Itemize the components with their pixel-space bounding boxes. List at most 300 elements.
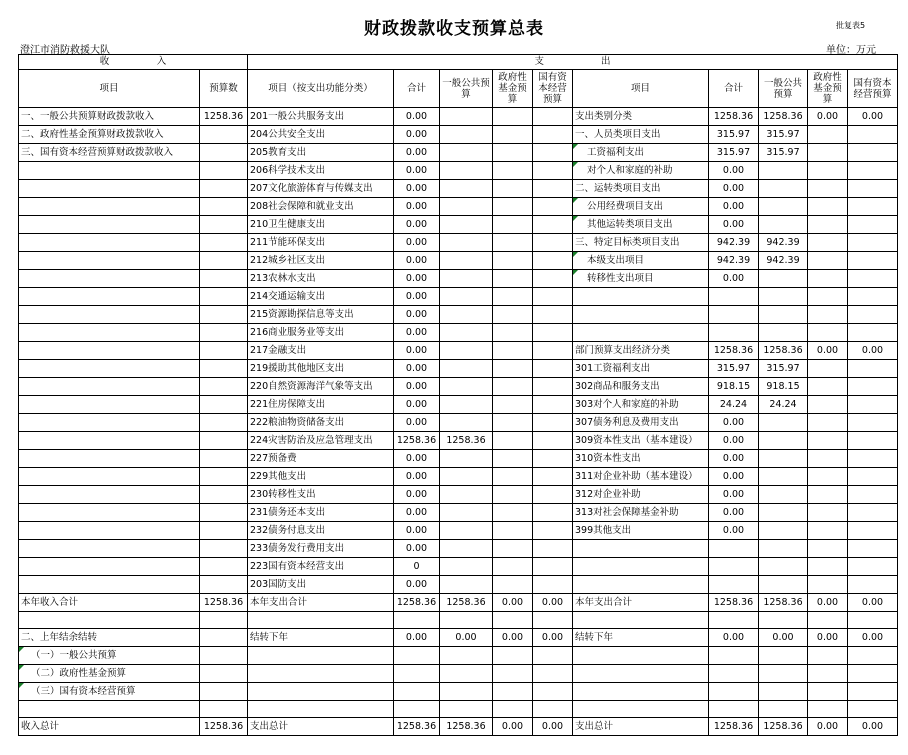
table-cell: [808, 558, 848, 576]
table-cell: [759, 683, 808, 701]
table-cell: [440, 378, 493, 396]
table-cell: [848, 486, 898, 504]
table-cell: 310资本性支出: [573, 450, 709, 468]
table-cell: [440, 414, 493, 432]
table-cell: [200, 396, 248, 414]
table-cell: [19, 162, 200, 180]
table-row: [19, 629, 898, 647]
table-row: [19, 234, 898, 252]
table-cell: [848, 288, 898, 306]
table-cell: [248, 647, 394, 665]
table-cell: [808, 414, 848, 432]
table-cell: [848, 612, 898, 629]
table-cell: 结转下年: [573, 629, 709, 647]
table-cell: [19, 342, 200, 360]
table-cell: [808, 701, 848, 718]
table-cell: [759, 270, 808, 288]
table-cell: [808, 288, 848, 306]
table-cell: 1258.36: [709, 108, 759, 126]
budget-table: [18, 54, 898, 736]
table-cell: [573, 576, 709, 594]
table-cell: 0.00: [709, 468, 759, 486]
table-cell: 315.97: [759, 360, 808, 378]
table-row: [19, 342, 898, 360]
table-cell: 1258.36: [440, 432, 493, 450]
table-cell: [808, 324, 848, 342]
table-cell: 221住房保障支出: [248, 396, 394, 414]
table-row: [19, 576, 898, 594]
table-cell: 0.00: [709, 270, 759, 288]
table-cell: [808, 126, 848, 144]
table-cell: 0.00: [808, 594, 848, 612]
expense-section-header: 支 出: [248, 55, 898, 70]
table-cell: 0.00: [709, 450, 759, 468]
table-cell: [808, 270, 848, 288]
table-cell: [200, 180, 248, 198]
table-cell: [533, 360, 573, 378]
table-cell: （一）一般公共预算: [19, 647, 200, 665]
table-cell: 0.00: [848, 718, 898, 736]
table-cell: 公用经费项目支出: [573, 198, 709, 216]
table-cell: 216商业服务业等支出: [248, 324, 394, 342]
table-cell: 工资福利支出: [573, 144, 709, 162]
table-cell: 942.39: [709, 252, 759, 270]
table-cell: [533, 306, 573, 324]
table-cell: 231债务还本支出: [248, 504, 394, 522]
table-cell: 0.00: [394, 198, 440, 216]
table-cell: 1258.36: [440, 594, 493, 612]
table-cell: 本年支出合计: [248, 594, 394, 612]
table-cell: [200, 144, 248, 162]
table-cell: [533, 647, 573, 665]
table-cell: [533, 396, 573, 414]
table-cell: [19, 701, 200, 718]
table-cell: [759, 468, 808, 486]
table-cell: 1258.36: [759, 108, 808, 126]
table-cell: [808, 468, 848, 486]
table-cell: 1258.36: [200, 718, 248, 736]
table-cell: 三、特定目标类项目支出: [573, 234, 709, 252]
table-cell: [440, 108, 493, 126]
table-row: [19, 252, 898, 270]
table-cell: 0.00: [709, 629, 759, 647]
table-cell: [533, 216, 573, 234]
table-cell: [533, 683, 573, 701]
table-cell: 1258.36: [394, 718, 440, 736]
table-cell: 303对个人和家庭的补助: [573, 396, 709, 414]
table-cell: [759, 288, 808, 306]
table-cell: 一、一般公共预算财政拨款收入: [19, 108, 200, 126]
section-header-row: [19, 55, 898, 70]
table-cell: [848, 324, 898, 342]
table-cell: [200, 306, 248, 324]
table-cell: [808, 683, 848, 701]
unit-label: 单位：万元: [826, 45, 876, 56]
table-cell: 0.00: [394, 180, 440, 198]
table-cell: [848, 252, 898, 270]
table-cell: [19, 576, 200, 594]
table-cell: [533, 665, 573, 683]
table-cell: [759, 558, 808, 576]
table-cell: 0.00: [394, 576, 440, 594]
table-cell: 0.00: [709, 198, 759, 216]
table-cell: 本级支出项目: [573, 252, 709, 270]
table-cell: 0.00: [394, 270, 440, 288]
table-cell: [808, 612, 848, 629]
table-cell: [200, 342, 248, 360]
table-cell: 315.97: [759, 144, 808, 162]
table-cell: 0.00: [394, 540, 440, 558]
table-cell: 0.00: [709, 216, 759, 234]
table-cell: [440, 324, 493, 342]
table-cell: 0.00: [848, 342, 898, 360]
table-row: [19, 701, 898, 718]
table-cell: [848, 414, 898, 432]
table-cell: [573, 540, 709, 558]
table-cell: 233债务发行费用支出: [248, 540, 394, 558]
table-cell: 215资源勘探信息等支出: [248, 306, 394, 324]
table-cell: 210卫生健康支出: [248, 216, 394, 234]
table-cell: [440, 180, 493, 198]
table-cell: [200, 234, 248, 252]
table-cell: [533, 126, 573, 144]
table-cell: 206科学技术支出: [248, 162, 394, 180]
table-cell: 1258.36: [759, 342, 808, 360]
table-cell: [19, 180, 200, 198]
column-header-row: [19, 70, 898, 108]
table-cell: [808, 162, 848, 180]
table-cell: [533, 378, 573, 396]
table-cell: [573, 306, 709, 324]
table-cell: [19, 414, 200, 432]
table-row: [19, 558, 898, 576]
table-cell: [440, 270, 493, 288]
table-cell: [759, 540, 808, 558]
table-cell: [200, 450, 248, 468]
table-cell: 204公共安全支出: [248, 126, 394, 144]
table-cell: [493, 558, 533, 576]
table-row: [19, 647, 898, 665]
table-row: [19, 504, 898, 522]
table-cell: [200, 683, 248, 701]
table-cell: [248, 665, 394, 683]
table-cell: [808, 378, 848, 396]
table-cell: [440, 558, 493, 576]
table-cell: 0.00: [808, 629, 848, 647]
table-cell: [493, 144, 533, 162]
table-cell: [200, 540, 248, 558]
table-row: [19, 216, 898, 234]
table-cell: 0.00: [848, 629, 898, 647]
table-cell: [19, 324, 200, 342]
table-cell: [808, 486, 848, 504]
table-cell: [394, 612, 440, 629]
table-cell: 0.00: [394, 629, 440, 647]
table-cell: [533, 486, 573, 504]
table-cell: [440, 522, 493, 540]
table-cell: [848, 306, 898, 324]
table-cell: [759, 324, 808, 342]
table-cell: [200, 324, 248, 342]
table-cell: [19, 198, 200, 216]
table-row: [19, 360, 898, 378]
table-cell: 对个人和家庭的补助: [573, 162, 709, 180]
table-cell: [200, 198, 248, 216]
table-cell: 217金融支出: [248, 342, 394, 360]
table-cell: 0.00: [493, 594, 533, 612]
table-cell: [533, 432, 573, 450]
table-cell: [533, 576, 573, 594]
table-cell: [848, 665, 898, 683]
table-cell: [573, 558, 709, 576]
table-row: [19, 718, 898, 736]
column-header: 项目: [19, 70, 200, 108]
table-cell: [19, 540, 200, 558]
table-cell: [759, 504, 808, 522]
table-cell: 223国有资本经营支出: [248, 558, 394, 576]
table-cell: [759, 432, 808, 450]
table-cell: 211节能环保支出: [248, 234, 394, 252]
table-cell: [493, 414, 533, 432]
table-cell: [808, 252, 848, 270]
table-cell: [848, 522, 898, 540]
table-cell: [200, 270, 248, 288]
table-cell: [533, 162, 573, 180]
table-cell: 0.00: [394, 468, 440, 486]
table-row: [19, 683, 898, 701]
table-cell: 212城乡社区支出: [248, 252, 394, 270]
table-cell: [19, 612, 200, 629]
table-cell: 302商品和服务支出: [573, 378, 709, 396]
table-cell: [848, 234, 898, 252]
table-cell: [200, 414, 248, 432]
table-cell: 24.24: [759, 396, 808, 414]
table-cell: [709, 306, 759, 324]
table-cell: 0.00: [394, 234, 440, 252]
table-cell: 0.00: [709, 432, 759, 450]
table-cell: 309资本性支出（基本建设）: [573, 432, 709, 450]
table-cell: 0.00: [808, 342, 848, 360]
table-cell: [709, 576, 759, 594]
table-cell: 205教育支出: [248, 144, 394, 162]
table-cell: [493, 342, 533, 360]
table-cell: 1258.36: [200, 594, 248, 612]
table-cell: [440, 701, 493, 718]
table-cell: [200, 360, 248, 378]
table-cell: 0.00: [709, 486, 759, 504]
table-cell: 0.00: [440, 629, 493, 647]
table-cell: 1258.36: [759, 718, 808, 736]
table-cell: [709, 540, 759, 558]
table-cell: [533, 288, 573, 306]
table-row: [19, 522, 898, 540]
table-row: [19, 108, 898, 126]
table-cell: [200, 504, 248, 522]
table-cell: [573, 701, 709, 718]
table-cell: [533, 324, 573, 342]
table-cell: [573, 288, 709, 306]
table-cell: [759, 216, 808, 234]
column-header: 项目（按支出功能分类）: [248, 70, 394, 108]
organization-name: 澄江市消防救援大队: [20, 45, 110, 56]
table-cell: （三）国有资本经营预算: [19, 683, 200, 701]
table-cell: [493, 216, 533, 234]
table-cell: [759, 647, 808, 665]
table-cell: [848, 360, 898, 378]
table-row: [19, 486, 898, 504]
table-cell: [440, 396, 493, 414]
table-row: [19, 306, 898, 324]
table-cell: 0.00: [394, 396, 440, 414]
table-cell: [493, 701, 533, 718]
table-cell: [200, 629, 248, 647]
table-cell: [848, 701, 898, 718]
table-cell: 0.00: [759, 629, 808, 647]
table-cell: 0.00: [493, 629, 533, 647]
table-cell: 支出类别分类: [573, 108, 709, 126]
table-cell: [394, 665, 440, 683]
table-cell: 201一般公共服务支出: [248, 108, 394, 126]
table-cell: [200, 162, 248, 180]
table-cell: [493, 252, 533, 270]
table-cell: [200, 252, 248, 270]
table-cell: [759, 306, 808, 324]
table-row: [19, 396, 898, 414]
table-cell: [709, 665, 759, 683]
table-cell: [533, 504, 573, 522]
table-cell: [493, 576, 533, 594]
table-cell: 313对社会保障基金补助: [573, 504, 709, 522]
table-cell: [848, 378, 898, 396]
table-cell: [440, 342, 493, 360]
table-row: [19, 126, 898, 144]
table-cell: [440, 216, 493, 234]
table-cell: [533, 701, 573, 718]
table-cell: 0.00: [394, 306, 440, 324]
table-cell: [440, 252, 493, 270]
table-cell: [709, 647, 759, 665]
table-cell: 207文化旅游体育与传媒支出: [248, 180, 394, 198]
table-cell: 0.00: [533, 594, 573, 612]
table-cell: [759, 576, 808, 594]
table-cell: 0.00: [848, 594, 898, 612]
table-cell: [848, 162, 898, 180]
table-cell: [533, 252, 573, 270]
table-cell: [759, 665, 808, 683]
table-cell: [493, 306, 533, 324]
table-cell: [808, 540, 848, 558]
table-cell: [808, 360, 848, 378]
table-cell: [493, 108, 533, 126]
table-cell: [493, 378, 533, 396]
table-cell: [533, 144, 573, 162]
table-cell: [759, 701, 808, 718]
table-cell: [493, 270, 533, 288]
table-cell: 支出总计: [248, 718, 394, 736]
table-row: [19, 612, 898, 629]
table-cell: [19, 306, 200, 324]
table-cell: 311对企业补助（基本建设）: [573, 468, 709, 486]
table-cell: 1258.36: [440, 718, 493, 736]
table-cell: [709, 324, 759, 342]
table-cell: [19, 432, 200, 450]
table-cell: [848, 198, 898, 216]
table-cell: 二、上年结余结转: [19, 629, 200, 647]
table-cell: [200, 665, 248, 683]
column-header: 国有资本经营预算: [848, 70, 898, 108]
page-title: 财政拨款收支预算总表: [364, 19, 544, 39]
table-cell: [808, 234, 848, 252]
table-cell: 本年支出合计: [573, 594, 709, 612]
table-cell: [493, 504, 533, 522]
table-cell: 0.00: [394, 378, 440, 396]
table-cell: [200, 647, 248, 665]
table-cell: 0.00: [394, 216, 440, 234]
table-cell: 1258.36: [759, 594, 808, 612]
table-cell: [808, 450, 848, 468]
table-cell: [493, 468, 533, 486]
table-cell: [440, 162, 493, 180]
table-cell: [808, 306, 848, 324]
table-cell: [493, 324, 533, 342]
table-cell: [848, 576, 898, 594]
table-cell: [440, 198, 493, 216]
table-cell: [848, 504, 898, 522]
table-cell: [848, 180, 898, 198]
table-cell: [573, 612, 709, 629]
table-cell: [709, 558, 759, 576]
column-header: 合计: [709, 70, 759, 108]
table-cell: [533, 198, 573, 216]
table-cell: 1258.36: [200, 108, 248, 126]
table-cell: 1258.36: [394, 594, 440, 612]
table-cell: 213农林水支出: [248, 270, 394, 288]
table-cell: 203国防支出: [248, 576, 394, 594]
table-cell: 0.00: [394, 252, 440, 270]
table-cell: 0.00: [394, 108, 440, 126]
table-cell: 222粮油物资储备支出: [248, 414, 394, 432]
table-cell: [759, 612, 808, 629]
table-cell: 24.24: [709, 396, 759, 414]
table-row: [19, 414, 898, 432]
table-cell: 0.00: [394, 486, 440, 504]
table-cell: [808, 432, 848, 450]
table-cell: [19, 522, 200, 540]
table-cell: 1258.36: [709, 342, 759, 360]
table-cell: [394, 647, 440, 665]
table-cell: [573, 647, 709, 665]
table-row: [19, 665, 898, 683]
table-cell: 其他运转类项目支出: [573, 216, 709, 234]
table-row: [19, 432, 898, 450]
table-cell: 1258.36: [709, 594, 759, 612]
table-cell: [19, 396, 200, 414]
table-cell: 本年收入合计: [19, 594, 200, 612]
table-cell: [19, 378, 200, 396]
table-cell: [573, 683, 709, 701]
table-cell: [19, 558, 200, 576]
table-cell: [808, 396, 848, 414]
table-cell: [440, 450, 493, 468]
table-cell: 0.00: [394, 414, 440, 432]
table-cell: 208社会保障和就业支出: [248, 198, 394, 216]
column-header: 国有资本经营预算: [533, 70, 573, 108]
table-cell: 0.00: [533, 718, 573, 736]
table-cell: 0.00: [709, 522, 759, 540]
table-cell: [848, 647, 898, 665]
table-cell: [848, 126, 898, 144]
table-cell: [493, 180, 533, 198]
